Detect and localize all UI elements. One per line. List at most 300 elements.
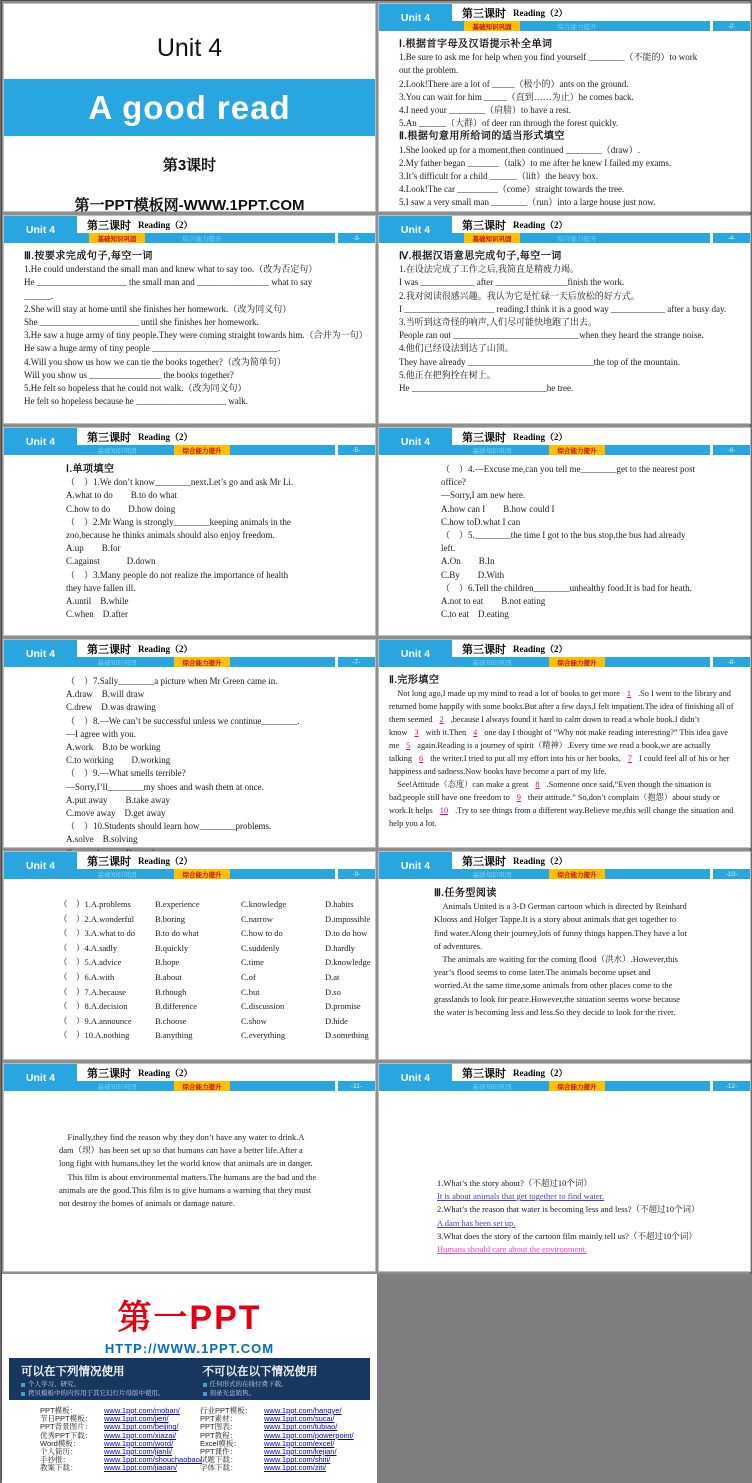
slide (3, 1063, 376, 1272)
tab-bar (452, 21, 750, 31)
slide-title-row (452, 1064, 750, 1081)
slide-header (4, 216, 375, 243)
tab-bar-spacer (605, 445, 710, 455)
section-heading: Ⅰ.单项填空 (66, 464, 115, 475)
text-line: 3.You can wait for him _____（直到……为止）he comes back. (399, 91, 634, 102)
tab-basic-knowledge: 基础知识巩固 (464, 233, 520, 243)
unit-badge: Unit 4 (4, 1064, 77, 1091)
slide (3, 639, 376, 848)
lesson-subtitle: Reading（2） (513, 8, 568, 18)
option-cell: C.knowledge (241, 899, 287, 909)
slide-body (379, 1091, 750, 1273)
option-row (59, 985, 369, 1000)
tab-bar-spacer (230, 233, 335, 243)
slide (3, 851, 376, 1060)
footer-link-label: 行业PPT模板： (200, 1406, 253, 1415)
usage-term-item (21, 1381, 177, 1390)
text-line: Not long ago,I made up my mind to read a lot of books to get more 1 .So I went to the library and returned home happily with some books.But after a few days,I felt impatient.The idea of finishing all of them seemed 2 ,because I always found it hard to calm down to read a whole book.I didn’t know 3 with it.Then 4 one day I thought of “Why not make reading interesting?” This idea gave me 5 again.Reading is a journey of spirit（精神）.Every time we read a book,we are actually talking 6 the writer.I tried to put all my effort into his or her books, 7 I could feel all of his or her happiness and sadness.Now books have become a part of my life. (389, 689, 734, 776)
text-line: A.up B.for (66, 543, 121, 554)
title-slide-lesson: 第3课时 (162, 157, 217, 174)
option-row (59, 912, 369, 927)
course-title: A good read (88, 88, 291, 126)
footer-link[interactable]: www.1ppt.com/excel/ (264, 1438, 335, 1448)
slide-page-number: -12- (710, 1081, 750, 1091)
text-line: left. (441, 543, 456, 554)
slide-title-row (77, 640, 375, 657)
text-line: they have fallen ill. (66, 582, 136, 593)
tab-comprehensive: 综合能力提升 (557, 235, 597, 243)
logo-area (2, 1274, 377, 1358)
cloze-blank-number: 7 (627, 754, 632, 763)
option-cell: （ ）4.A.sadly (59, 942, 118, 953)
title-band (4, 79, 375, 136)
lesson-subtitle: Reading（2） (138, 644, 193, 654)
footer-link-label: 字体下载： (200, 1463, 238, 1473)
cloze-blank-number: 1 (626, 689, 632, 698)
lesson-title: 第三课时 (462, 219, 506, 232)
footer-link[interactable]: www.1ppt.com/sucai/ (264, 1414, 335, 1424)
text-line: He felt so hopeless because he ____________________ walk. (24, 396, 248, 407)
tab-comprehensive: 综合能力提升 (174, 869, 230, 879)
text-line: 4.Look!The car _________（come）straight towards the tree. (399, 184, 625, 195)
footer-link-label: Excel模板： (200, 1438, 241, 1448)
text-line: 1.在设法完成了工作之后,我简直是精疲力竭。 (399, 264, 580, 275)
unit-badge: Unit 4 (4, 216, 77, 243)
usage-term-text: 拷贝模板中的内容用于其它幻灯片母版中使用。 (28, 1389, 165, 1397)
text-line: C.move away D.get away (66, 808, 166, 819)
tab-basic-knowledge: 基础知识巩固 (472, 659, 512, 667)
slide (378, 215, 751, 424)
option-row (59, 970, 369, 985)
text-line: C.against D.down (66, 556, 156, 567)
text-line: They have already ____________________________the top of the mountain. (399, 356, 680, 367)
tab-bar (77, 445, 375, 455)
section-heading: Ⅰ.根据首字母及汉语提示补全单词 (399, 39, 553, 50)
slide-body (4, 455, 375, 637)
footer-link[interactable]: www.1ppt.com/beijing/ (104, 1422, 179, 1432)
footer-link[interactable]: www.1ppt.com/shouchaobao/ (104, 1455, 202, 1465)
option-cell: B.hope (155, 957, 180, 968)
text-line: （ ）6.Tell the children________unhealthy food.It is bad for heath. (441, 582, 692, 593)
text-line: （ ）9.—What smells terrible? (66, 768, 186, 779)
tab-bar-spacer (605, 657, 710, 667)
text-line: People ran out ____________________________when they heard the strange noise. (399, 330, 704, 341)
title-slide-unit: Unit 4 (156, 34, 223, 62)
text-line: A.On B.In (441, 556, 495, 567)
footer-link-label: 教案下载： (40, 1463, 78, 1473)
text-line: —I agree with you. (66, 728, 136, 739)
text-line: 5.An ______（大群）of deer ran through the forest quickly. (399, 118, 619, 129)
tab-comprehensive: 综合能力提升 (557, 23, 597, 31)
text-line: 5.他正在把狗拴在树上。 (399, 369, 496, 380)
option-cell: B.to do what (155, 928, 199, 939)
footer-link-row (40, 1464, 200, 1472)
option-cell: D.habits (325, 899, 354, 909)
option-cell: B.though (155, 986, 187, 997)
footer-link-label: 试题下载： (200, 1455, 238, 1465)
text-line: A.how can I B.how could I (441, 503, 555, 514)
tab-comprehensive: 综合能力提升 (174, 445, 230, 455)
slide-page-number: -11- (335, 1081, 375, 1091)
option-cell: B.boring (155, 913, 185, 924)
text-line: 2.She will stay at home until she finishes her homework.（改为同义句） (24, 303, 292, 314)
slide-title-row (452, 852, 750, 869)
text-line: A.not to eat B.not eating (441, 596, 546, 607)
tab-bar-spacer (605, 21, 710, 31)
lesson-title: 第三课时 (87, 855, 131, 868)
square-bullet-icon (203, 1383, 207, 1387)
text-line: A.draw B.will draw (66, 689, 145, 700)
slide-page-number: -9- (335, 869, 375, 879)
option-cell: B.choose (155, 1015, 187, 1026)
text-line: （ ）8.—We can’t be successful unless we continue________. (66, 715, 300, 726)
option-row (59, 1028, 369, 1043)
option-row (59, 1014, 369, 1029)
text-line: A.until B.while (66, 596, 129, 607)
footer-link-label: PPT课件： (200, 1447, 238, 1457)
slide-title-row (452, 216, 750, 233)
links-column-2 (200, 1407, 354, 1473)
slide-header (4, 1064, 375, 1091)
slide-page-number: -6- (710, 445, 750, 455)
slide-page-number: -4- (710, 233, 750, 243)
tab-bar (77, 1081, 375, 1091)
slide (378, 851, 751, 1060)
option-cell: B.experience (155, 899, 200, 909)
tab-basic-knowledge: 基础知识巩固 (97, 871, 137, 879)
slide (378, 427, 751, 636)
slide-title-row (452, 4, 750, 21)
tab-basic-knowledge: 基础知识巩固 (97, 659, 137, 667)
slide-title-row (77, 216, 375, 233)
slide (378, 1063, 751, 1272)
text-line: C.drew D.was drawing (66, 702, 156, 713)
footer-link-label: PPT素材： (200, 1414, 238, 1424)
text-line: 2.Look!There are a lot of _____（极小的）ants on the ground. (399, 78, 629, 89)
option-cell: C.suddenly (241, 942, 280, 953)
tab-basic-knowledge: 基础知识巩固 (464, 21, 520, 31)
tab-bar (452, 233, 750, 243)
answer-line: It is about animals that get together to find water. (437, 1191, 605, 1202)
text-line: —Sorry,I’ll________my shoes and wash them at once. (66, 781, 264, 792)
footer-link-label: 优秀PPT下载： (40, 1430, 93, 1440)
footer-link-label: PPT图表： (200, 1422, 238, 1432)
text-line: —Sorry,I am new here. (441, 490, 526, 501)
slide-page-number: -5- (335, 445, 375, 455)
slide-header (379, 216, 750, 243)
section-heading: Ⅲ.任务型阅读 (434, 888, 497, 899)
slide-header (379, 4, 750, 31)
slide-title-row (77, 428, 375, 445)
footer-link[interactable]: www.1ppt.com/hangye/ (264, 1406, 342, 1415)
tab-bar-spacer (605, 1081, 710, 1091)
section-heading: Ⅱ.根据句意用所给词的适当形式填空 (399, 131, 565, 143)
option-row (59, 955, 369, 970)
footer-link[interactable]: www.1ppt.com/ziti/ (264, 1463, 327, 1473)
slide-body (379, 31, 750, 213)
text-line: A.work B.to be working (66, 742, 161, 753)
lesson-subtitle: Reading（2） (138, 1068, 193, 1078)
lesson-subtitle: Reading（2） (513, 856, 568, 866)
slide-header (379, 640, 750, 667)
text-line: Finally,they find the reason why they don’t have any water to drink.A dam（坝）has been set up so that humans can have a better life.After a long fight with humans,they let the world know that animals are in danger. (59, 1132, 313, 1169)
tab-basic-knowledge: 基础知识巩固 (97, 1083, 137, 1091)
unit-badge: Unit 4 (379, 852, 452, 879)
tab-comprehensive: 综合能力提升 (174, 657, 230, 667)
lesson-title: 第三课时 (87, 1067, 131, 1080)
lesson-title: 第三课时 (462, 1067, 506, 1080)
allowed-usage-column (21, 1363, 177, 1397)
option-row (59, 941, 369, 956)
footer-link-label: Word模板： (40, 1438, 81, 1448)
text-line: See!Attitude（态度）can make a great 8 .Someone once said,“Even though the situation is bad,people still have one freedom to 9 their attitude.” So,don’t complain（抱怨）about study or work.It helps 10 .Try to see things from a different way.Believe me,this will change the situation and help you a lot. (389, 780, 734, 828)
option-cell: （ ）1.A.problems (59, 899, 131, 909)
option-cell: D.impossible (325, 913, 371, 924)
footer-link[interactable]: www.1ppt.com/jieri/ (104, 1414, 169, 1424)
option-cell: C.show (241, 1015, 267, 1026)
option-cell: D.so (325, 986, 341, 997)
square-bullet-icon (21, 1392, 25, 1396)
square-bullet-icon (21, 1383, 25, 1387)
text-line: C.to working D.working (66, 755, 171, 766)
lesson-subtitle: Reading（2） (513, 644, 568, 654)
tab-bar-spacer (230, 445, 335, 455)
option-cell: C.everything (241, 1030, 286, 1041)
answer-line: Humans should care about the environment. (437, 1244, 588, 1255)
tab-comprehensive: 综合能力提升 (549, 657, 605, 667)
text-line: （ ）5.________the time I got to the bus stop,the bus had already (441, 530, 686, 541)
text-line: ______. (24, 290, 54, 301)
answer-line: A dam has been set up. (437, 1217, 516, 1228)
text-line: Will you show us ________________ the books together? (24, 369, 234, 380)
option-cell: B.about (155, 971, 182, 982)
lesson-title: 第三课时 (462, 643, 506, 656)
text-line: This film is about environmental matters.The humans are the bad and the animals are the good.This film is to give humans a warning that they must not destroy the homes of animals or damage nature. (59, 1171, 317, 1209)
text-line: （ ）1.We don’t know________next.Let’s go and ask Mr Li. (66, 477, 294, 488)
unit-badge: Unit 4 (379, 4, 452, 31)
slide-header (4, 428, 375, 455)
footer-link[interactable]: www.1ppt.com/moban/ (104, 1406, 180, 1415)
tab-bar-spacer (230, 869, 335, 879)
logo-url-link[interactable]: HTTP://WWW.1PPT.COM (104, 1341, 275, 1356)
lesson-subtitle: Reading（2） (513, 220, 568, 230)
text-line: （ ）10.Students should learn how________problems. (66, 821, 272, 832)
footer-link-label: PPT背景图片： (40, 1422, 93, 1432)
text-line: 3.当听到这奇怪的响声,人们尽可能快地跑了出去。 (399, 317, 598, 328)
text-line: （ ）7.Sally________a picture when Mr Green came in. (66, 676, 278, 686)
text-line: 4.他们已经设法到达了山顶。 (399, 343, 514, 354)
tab-bar (452, 1081, 750, 1091)
text-line: He saw a huge army of tiny people ____________________________. (24, 343, 281, 354)
slide-header (379, 852, 750, 879)
slide-body (4, 879, 375, 1061)
footer-link[interactable]: www.1ppt.com/tubiao/ (264, 1422, 338, 1432)
slide-body (379, 667, 750, 849)
text-line: C.to eat D.eating (441, 609, 509, 620)
tab-basic-knowledge: 基础知识巩固 (472, 871, 512, 879)
slide-body (4, 667, 375, 849)
unit-badge: Unit 4 (379, 428, 452, 455)
slide-page-number: -7- (335, 657, 375, 667)
text-line: Animals United is a 3-D German cartoon which is directed by Reinhard Klooss and Holger Tappe.It is a story about animals that get together to find water.Along their journey,lots of funny things happen.They have a lot of adventures. (434, 901, 687, 951)
tab-basic-knowledge: 基础知识巩固 (97, 447, 137, 455)
links-column-1 (40, 1407, 200, 1473)
slide (3, 215, 376, 424)
footer-link-label: PPT模板： (40, 1406, 78, 1415)
cloze-blank-number: 10 (439, 806, 449, 815)
title-slide-site: 第一PPT模板网-WWW.1PPT.COM (74, 197, 305, 214)
text-line: 1.What’s the story about?（不超过10个词） (437, 1178, 592, 1188)
option-cell: B.anything (155, 1030, 193, 1041)
option-cell: C.time (241, 957, 264, 968)
lesson-subtitle: Reading（2） (513, 1068, 568, 1078)
tab-comprehensive: 综合能力提升 (549, 445, 605, 455)
option-row (59, 897, 369, 912)
footer-link[interactable]: www.1ppt.com/powerpoint/ (264, 1430, 354, 1440)
text-line: out the problem. (399, 65, 459, 76)
footer-link[interactable]: www.1ppt.com/xiazai/ (104, 1430, 177, 1440)
text-line: C.By D.With (441, 569, 505, 580)
slide (378, 639, 751, 848)
text-line: （ ）4.—Excuse me,can you tell me________get to the nearest post (441, 464, 695, 474)
slide-title-row (77, 1064, 375, 1081)
tab-bar (452, 657, 750, 667)
cloze-blank-number: 6 (419, 754, 424, 763)
ppt-preview-page (1, 0, 751, 1480)
option-cell: C.narrow (241, 913, 273, 924)
text-line: C.how to do D.how doing (66, 503, 176, 514)
cloze-blank-number: 9 (516, 793, 521, 802)
slide-title-row (452, 428, 750, 445)
usage-term-item (203, 1381, 359, 1390)
option-cell: D.to do how (325, 928, 368, 939)
text-line: 4.I need your ________（肩膀）to have a rest. (399, 105, 571, 116)
tab-basic-knowledge: 基础知识巩固 (472, 1083, 512, 1091)
cloze-blank-number: 2 (439, 715, 444, 724)
slide-body (379, 243, 750, 425)
text-line: 5.He felt so hopeless that he could not walk.（改为同义句） (24, 383, 247, 394)
option-cell: （ ）9.A.announce (59, 1015, 132, 1026)
option-cell: B.quickly (155, 942, 189, 953)
cloze-blank-number: 8 (535, 780, 540, 789)
denied-usage-column (202, 1363, 359, 1397)
slide-header (379, 1064, 750, 1091)
text-line: 3.It’s difficult for a child ______（lift）the heavy box. (399, 171, 599, 182)
option-cell: D.at (325, 971, 340, 982)
text-line: 5.I saw a very small man ________（run）into a large house just now. (399, 197, 656, 208)
text-line: 1.She looked up for a moment,then continued ________（draw）. (399, 144, 640, 155)
section-heading: Ⅲ.按要求完成句子,每空一词 (24, 251, 153, 262)
allowed-usage-title: 可以在下列情况使用 (21, 1366, 125, 1378)
option-cell: （ ）5.A.advice (59, 957, 122, 968)
usage-term-item (203, 1390, 359, 1399)
footer-link[interactable]: www.1ppt.com/jiaoan/ (104, 1463, 177, 1473)
tab-bar (77, 869, 375, 879)
tab-bar (452, 869, 750, 879)
option-cell: D.knowledge (325, 957, 371, 968)
option-cell: B.difference (155, 1001, 198, 1012)
footer-link[interactable]: www.1ppt.com/word/ (104, 1438, 174, 1448)
cloze-blank-number: 3 (414, 728, 419, 737)
tab-bar (77, 233, 375, 243)
tab-basic-knowledge: 基础知识巩固 (89, 233, 145, 243)
unit-badge: Unit 4 (379, 640, 452, 667)
slide-page-number: -3- (335, 233, 375, 243)
option-cell: （ ）3.A.what to do (59, 928, 136, 939)
option-row (59, 926, 369, 941)
option-cell: （ ）8.A.decision (59, 1001, 128, 1012)
lesson-subtitle: Reading（2） (513, 432, 568, 442)
tab-comprehensive: 综合能力提升 (549, 869, 605, 879)
denied-usage-title: 不可以在以下情况使用 (202, 1366, 318, 1378)
footer-link-label: PPT教程： (200, 1430, 238, 1440)
text-line: 3.He saw a huge army of tiny people.They were coming straight towards him.（合并为一句） (24, 330, 368, 341)
footer (2, 1274, 750, 1483)
tab-bar-spacer (605, 869, 710, 879)
footer-link-label: 手抄报： (40, 1455, 70, 1465)
text-line: He ______________________________he tree. (399, 383, 574, 394)
option-cell: （ ）7.A.because (59, 986, 127, 997)
slide (378, 3, 751, 212)
text-line: （ ）2.Mr Wang is strongly________keeping animals in the (66, 516, 291, 527)
footer-link-label: 节日PPT模板： (40, 1414, 93, 1424)
lesson-title: 第三课时 (462, 431, 506, 444)
slide-body (379, 879, 750, 1061)
option-cell: D.hardly (325, 942, 355, 953)
slide-header (379, 428, 750, 455)
text-line: She ______________________ until she finishes her homework. (24, 317, 259, 328)
option-cell: D.promise (325, 1001, 361, 1012)
text-line: I ____________________ reading.I think it is a good way ____________ after a busy day. (399, 303, 727, 314)
tab-bar-spacer (230, 657, 335, 667)
footer-link[interactable]: www.1ppt.com/shiti/ (264, 1455, 331, 1465)
section-heading: Ⅱ.完形填空 (389, 675, 440, 686)
slide-header (4, 640, 375, 667)
option-cell: C.but (241, 986, 260, 997)
text-line: 1.Be sure to ask me for help when you find yourself ________（不能的）to work (399, 52, 698, 63)
usage-term-text: 个人学习、研究。 (28, 1381, 80, 1388)
title-slide (3, 3, 376, 212)
tab-comprehensive: 综合能力提升 (174, 1081, 230, 1091)
usage-term-text: 刻录光盘销售。 (209, 1389, 255, 1397)
tab-bar-spacer (605, 233, 710, 243)
slide (3, 427, 376, 636)
tab-bar (452, 445, 750, 455)
footer-link[interactable]: www.1ppt.com/kejian/ (264, 1447, 337, 1457)
unit-badge: Unit 4 (4, 852, 77, 879)
slide-title-row (452, 640, 750, 657)
text-line: 4.Will you show us how we can tie the books together?（改为简单句） (24, 356, 286, 367)
text-line: 2.我对阅读很感兴趣。我认为它是忙碌一天后放松的好方式。 (399, 290, 640, 301)
slide-page-number: -2- (710, 21, 750, 31)
lesson-title: 第三课时 (87, 643, 131, 656)
tab-comprehensive: 综合能力提升 (182, 235, 222, 243)
option-cell: D.hide (325, 1015, 348, 1026)
slide-page-number: -10- (710, 869, 750, 879)
lesson-subtitle: Reading（2） (138, 432, 193, 442)
unit-badge: Unit 4 (379, 1064, 452, 1091)
text-line: 2.My father began _______（talk）to me after he knew I failed my exams. (399, 157, 672, 168)
option-cell: D.something (325, 1030, 369, 1041)
text-line: C.when D.after (66, 609, 128, 620)
logo-1ppt[interactable]: 第一PPT (117, 1299, 262, 1337)
tab-bar-spacer (230, 1081, 335, 1091)
tab-comprehensive: 综合能力提升 (549, 1081, 605, 1091)
square-bullet-icon (203, 1392, 207, 1396)
unit-badge: Unit 4 (379, 216, 452, 243)
footer-link[interactable]: www.1ppt.com/jianli/ (104, 1447, 172, 1457)
usage-term-item (21, 1390, 177, 1399)
